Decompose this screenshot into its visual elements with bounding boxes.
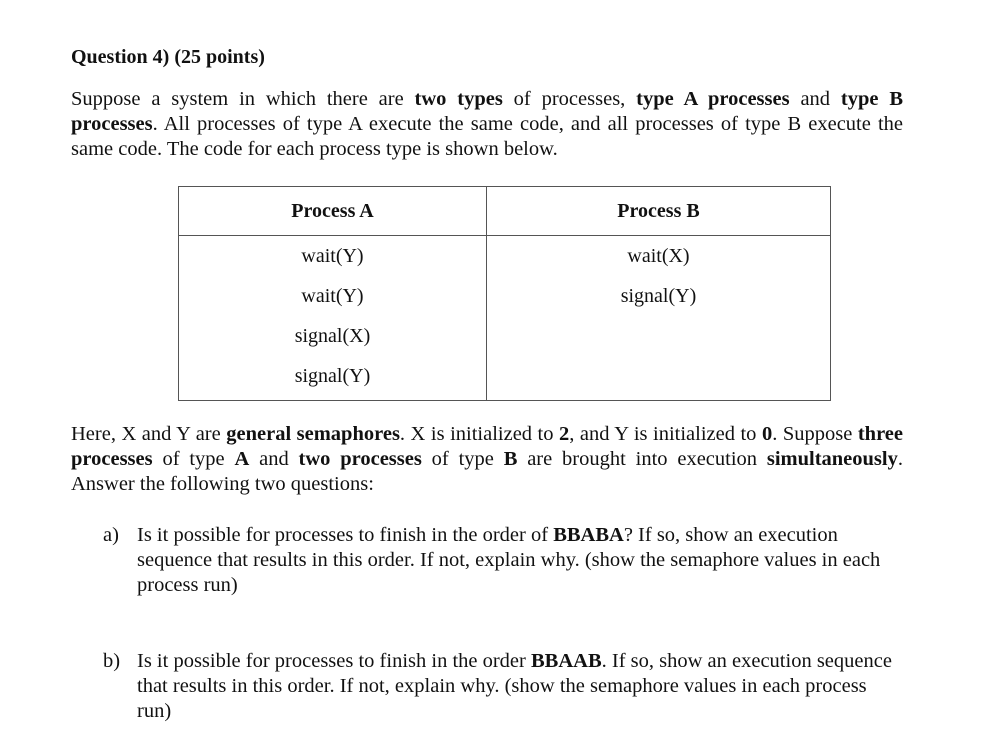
- process-a-code: [179, 236, 487, 401]
- here-bold-5: A: [234, 448, 250, 470]
- here-bold-3: 0: [761, 423, 773, 445]
- sub-question-text: [137, 523, 893, 598]
- header-process-b: Process B: [487, 187, 831, 236]
- sub-question-b: [103, 649, 893, 724]
- process-a-line: wait(Y): [301, 245, 364, 267]
- intro-paragraph: [71, 87, 903, 162]
- process-a-line: wait(Y): [301, 285, 364, 307]
- intro-text-4: . All processes of type A execute the same code, and all processes of type B execute the same code. The code for each process type is shown below.: [71, 113, 903, 160]
- here-text-6: and: [249, 448, 299, 470]
- process-b-line: wait(X): [627, 245, 690, 267]
- intro-bold-3: type B processes: [71, 88, 904, 135]
- here-bold-4: three processes: [71, 423, 903, 470]
- here-text-4: . Suppose: [772, 423, 858, 445]
- intro-text-1: Suppose a system in which there are: [71, 88, 415, 110]
- sub-question-a: [103, 523, 893, 598]
- here-text-9: . Answer the following two questions:: [71, 448, 903, 495]
- table-header-row: [179, 187, 831, 236]
- here-bold-8: simultaneously: [766, 448, 898, 470]
- question-a-text-2: ? If so, show an execution sequence that results in this order. If not, explain why. (show the semaphore values in each process run): [137, 524, 881, 596]
- here-bold-2: 2: [559, 423, 570, 445]
- here-text-7: of type: [421, 448, 504, 470]
- sub-question-label: b): [103, 650, 121, 672]
- sub-question-text: [137, 649, 893, 724]
- here-text-1: Here, X and Y are: [71, 423, 227, 445]
- intro-text-3: and: [789, 88, 841, 110]
- process-a-line: signal(X): [294, 325, 371, 347]
- table-body-row: [179, 236, 831, 401]
- process-b-line: signal(Y): [620, 285, 697, 307]
- process-a-line: signal(Y): [294, 365, 371, 387]
- here-text-3: , and Y is initialized to: [569, 423, 762, 445]
- here-text-5: of type: [152, 448, 235, 470]
- question-b-text-1: Is it possible for processes to finish in the order: [137, 650, 531, 672]
- intro-bold-2: type A processes: [636, 88, 790, 110]
- question-a-bold: BBABA: [553, 524, 624, 546]
- sub-question-label: a): [103, 524, 119, 546]
- here-text-2: . X is initialized to: [399, 423, 560, 445]
- here-bold-6: two processes: [298, 448, 422, 470]
- process-b-code: [487, 236, 831, 401]
- question-a-text-1: Is it possible for processes to finish in the order of: [137, 524, 554, 546]
- here-bold-7: B: [503, 448, 518, 470]
- question-b-bold: BBAAB: [530, 650, 602, 672]
- process-code-table: [178, 186, 831, 401]
- semaphore-paragraph: [71, 422, 903, 497]
- intro-text-2: of processes,: [502, 88, 637, 110]
- here-bold-1: general semaphores: [226, 423, 400, 445]
- header-process-a: Process A: [179, 187, 487, 236]
- intro-bold-1: two types: [414, 88, 503, 110]
- here-text-8: are brought into execution: [517, 448, 767, 470]
- question-b-text-2: . If so, show an execution sequence that results in this order. If not, explain why. (show the semaphore values in each process run): [137, 650, 892, 722]
- document-page: [71, 44, 904, 722]
- question-title: Question 4) (25 points): [71, 46, 265, 68]
